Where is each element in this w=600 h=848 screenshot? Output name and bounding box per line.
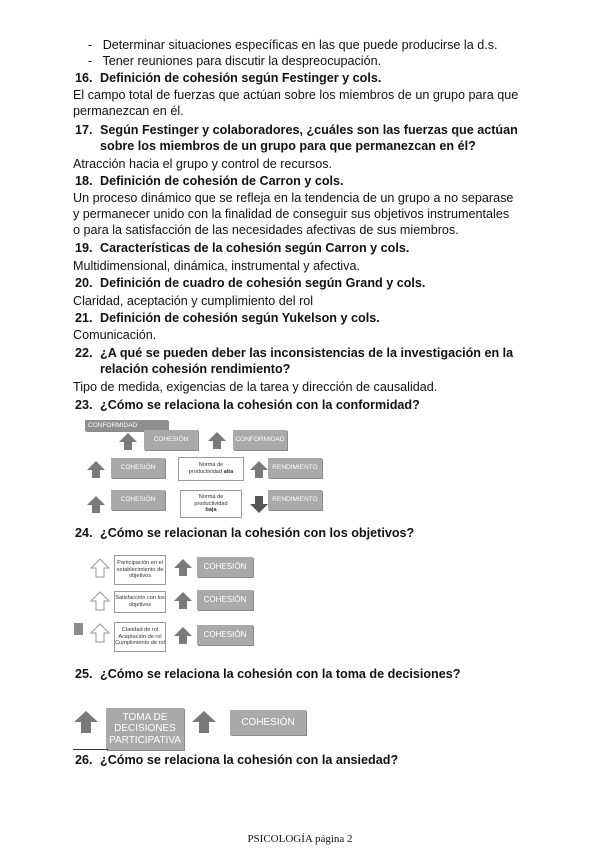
q24-question: ¿Cómo se relacionan la cohesión con los objetivos? <box>100 526 415 540</box>
norma-baja-box <box>180 490 242 518</box>
q17-question-line2: sobre los miembros de un grupo para que permanezcan en él? <box>100 139 476 153</box>
cohesion-mid-box: COHESIÓN <box>111 458 165 478</box>
q22-question-line1: ¿A qué se pueden deber las inconsistencias de la investigación en la <box>100 346 514 360</box>
q16-number: 16. <box>75 71 93 85</box>
norma-alta-box <box>178 457 244 481</box>
norma-baja-line3: baja <box>205 507 217 514</box>
q18-question: Definición de cohesión de Carron y cols. <box>100 174 344 188</box>
toma-line3: PARTICIPATIVA <box>109 734 181 746</box>
cohesion-objetivos-1: COHESIÓN <box>197 557 253 577</box>
rol-box <box>114 622 166 652</box>
rol-line3: Cumplimiento de rol <box>115 640 165 647</box>
arrow-up-icon <box>86 494 106 514</box>
q21-number: 21. <box>75 311 93 325</box>
q22-number: 22. <box>75 346 93 360</box>
toma-line2: DECISIONES <box>114 723 176 735</box>
q21-question: Definición de cohesión según Yukelson y cols. <box>100 311 380 325</box>
outline-arrow-up-icon <box>89 557 111 579</box>
outline-arrow-up-icon <box>89 622 111 644</box>
q16-answer-line2: permanezcan en él. <box>73 104 184 118</box>
participacion-line2: establecimiento de <box>116 566 164 573</box>
q23-question: ¿Cómo se relaciona la cohesión con la conformidad? <box>100 398 420 412</box>
arrow-up-icon <box>118 431 138 451</box>
arrow-up-icon <box>72 709 100 735</box>
rol-line1: Claridad de rol <box>121 626 159 633</box>
q16-question: Definición de cohesión según Festinger y cols. <box>100 71 382 85</box>
rendimiento-mid-box: RENDIMIENTO <box>268 458 322 478</box>
q17-question-line1: Según Festinger y colaboradores, ¿cuáles son las fuerzas que actúan <box>100 123 518 137</box>
page-footer: PSICOLOGÍA página 2 <box>247 833 353 845</box>
norma-alta-line2: productividad <box>188 469 223 475</box>
cohesion-top-box: COHESIÓN <box>144 430 198 450</box>
norma-baja-line1: Norma de <box>198 493 224 500</box>
q21-answer: Comunicación. <box>73 328 157 342</box>
norma-alta-line3: alta <box>223 469 234 475</box>
q19-answer: Multidimensional, dinámica, instrumental y afectiva. <box>73 259 360 273</box>
q18-answer-line2: y permanecer unido con la finalidad de conseguir sus objetivos instrumentales <box>73 207 510 221</box>
bullet-1: - Determinar situaciones específicas en las que puede producirse la d.s. <box>88 38 498 52</box>
conformidad-right-box: CONFORMIDAD <box>233 430 287 450</box>
q19-question: Características de la cohesión según Carron y cols. <box>100 241 410 255</box>
q17-answer: Atracción hacia el grupo y control de recursos. <box>73 157 333 171</box>
participacion-box <box>114 555 166 585</box>
bullet-2: - Tener reuniones para discutir la despreocupación. <box>88 54 382 68</box>
q26-question: ¿Cómo se relaciona la cohesión con la ansiedad? <box>100 753 399 767</box>
arrow-up-icon <box>207 430 227 450</box>
participacion-line1: Participación en el <box>117 559 163 566</box>
arrow-up-icon <box>173 557 193 577</box>
rendimiento-bot-box: RENDIMIENTO <box>268 490 322 510</box>
q22-question-line2: relación cohesión rendimiento? <box>100 362 291 376</box>
satisfaccion-line1: Satisfacción con los <box>115 595 165 602</box>
cohesion-objetivos-2: COHESIÓN <box>197 590 253 610</box>
divider-line <box>73 749 108 750</box>
q16-answer-line1: El campo total de fuerzas que actúan sobre los miembros de un grupo para que <box>73 88 519 102</box>
arrow-up-icon <box>173 590 193 610</box>
q20-number: 20. <box>75 276 93 290</box>
participacion-line3: objetivos <box>128 573 152 580</box>
q25-number: 25. <box>75 667 93 681</box>
arrow-up-icon <box>190 709 218 735</box>
cohesion-decisiones-box: COHESIÓN <box>230 710 306 735</box>
arrow-up-icon <box>173 625 193 645</box>
q20-answer: Claridad, aceptación y cumplimiento del rol <box>73 294 314 308</box>
arrow-up-icon <box>249 459 269 479</box>
q19-number: 19. <box>75 241 93 255</box>
satisfaccion-line2: objetivos <box>128 602 152 608</box>
q18-answer-line3: o para la satisfacción de las necesidades afectivas de sus miembros. <box>73 223 459 237</box>
q26-number: 26. <box>75 753 93 767</box>
norma-baja-line2: productividad <box>194 500 228 507</box>
q20-question: Definición de cuadro de cohesión según Grand y cols. <box>100 276 426 290</box>
q17-number: 17. <box>75 123 93 137</box>
outline-arrow-up-icon <box>89 590 111 612</box>
square-marker-icon <box>74 623 83 635</box>
q22-answer: Tipo de medida, exigencias de la tarea y dirección de causalidad. <box>73 380 438 394</box>
q18-answer-line1: Un proceso dinámico que se refleja en la tendencia de un grupo a no separase <box>73 191 514 205</box>
arrow-down-icon <box>249 495 269 515</box>
arrow-up-icon <box>86 459 106 479</box>
toma-line1: TOMA DE <box>122 711 168 723</box>
rol-line2: Aceptación de rol <box>118 633 162 640</box>
q23-number: 23. <box>75 398 93 412</box>
satisfaccion-box <box>114 591 166 613</box>
q18-number: 18. <box>75 174 93 188</box>
cohesion-objetivos-3: COHESIÓN <box>197 625 253 645</box>
q25-question: ¿Cómo se relaciona la cohesión con la toma de decisiones? <box>100 667 461 681</box>
conformidad-top-box: CONFORMIDAD <box>85 420 168 431</box>
toma-decisiones-box <box>106 708 184 750</box>
cohesion-bot-box: COHESIÓN <box>111 490 165 510</box>
norma-alta-line1: Norma de <box>198 462 224 469</box>
q24-number: 24. <box>75 526 93 540</box>
